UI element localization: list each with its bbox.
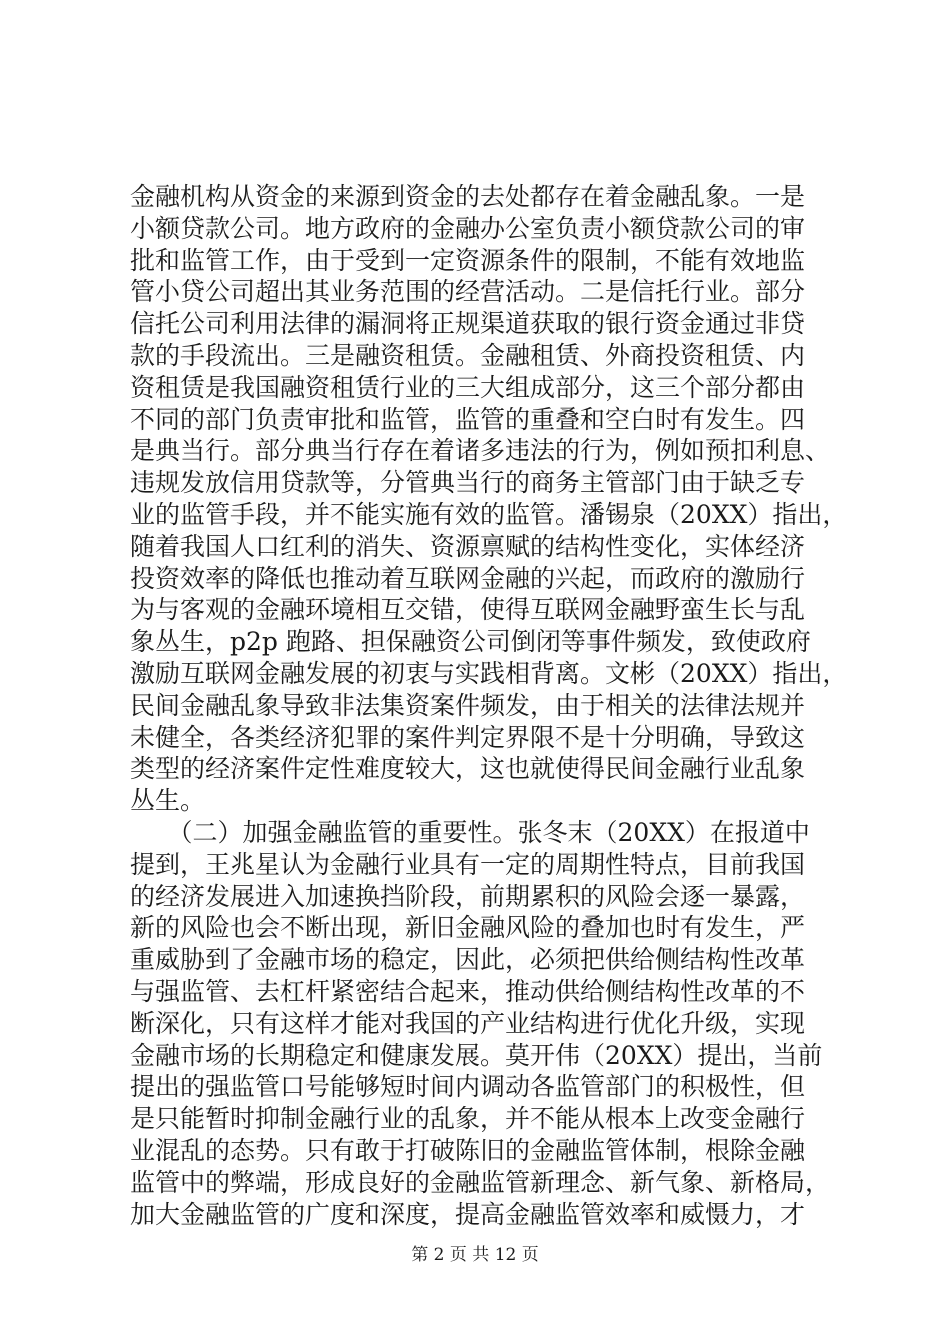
text-line: 金融市场的长期稳定和健康发展。莫开伟（20XX）提出，当前 [130,1040,823,1070]
text-line: 管小贷公司超出其业务范围的经营活动。二是信托行业。部分 [130,277,806,307]
text-line: 业混乱的态势。只有敢于打破陈旧的金融监管体制，根除金融 [130,1135,806,1165]
text-line: （二）加强金融监管的重要性。张冬末（20XX）在报道中 [130,817,810,847]
text-line: 随着我国人口红利的消失、资源禀赋的结构性变化，实体经济 [130,531,806,561]
page-footer [0,1240,950,1265]
text-line: 新的风险也会不断出现，新旧金融风险的叠加也时有发生，严 [130,913,806,943]
text-line: 金融机构从资金的来源到资金的去处都存在着金融乱象。一是 [130,182,806,211]
text-line: 提出的强监管口号能够短时间内调动各监管部门的积极性，但 [130,1072,806,1102]
text-line: 丛生。 [130,786,206,816]
text-line: 民间金融乱象导致非法集资案件频发，由于相关的法律法规并 [130,690,806,720]
text-line: 类型的经济案件定性难度较大，这也就使得民间金融行业乱象 [130,754,806,784]
text-line: 加大金融监管的广度和深度，提高金融监管效率和威慑力，才 [130,1199,806,1229]
text-line: 是只能暂时抑制金融行业的乱象，并不能从根本上改变金融行 [130,1104,806,1134]
text-line: 资租赁是我国融资租赁行业的三大组成部分，这三个部分都由 [130,372,806,402]
text-line: 为与客观的金融环境相互交错，使得互联网金融野蛮生长与乱 [130,595,806,625]
page-number: 第 2 页 共 12 页 [411,1245,539,1265]
text-line: 提到，王兆星认为金融行业具有一定的周期性特点，目前我国 [130,849,806,879]
text-line: 未健全，各类经济犯罪的案件判定界限不是十分明确，导致这 [130,722,806,752]
text-line: 重威胁到了金融市场的稳定，因此，必须把供给侧结构性改革 [130,945,806,975]
text-line: 是典当行。部分典当行存在着诸多违法的行为，例如预扣利息、 [130,436,831,466]
text-line: 款的手段流出。三是融资租赁。金融租赁、外商投资租赁、内 [130,340,806,370]
body-text [130,181,848,1230]
text-line: 不同的部门负责审批和监管，监管的重叠和空白时有发生。四 [130,404,806,434]
text-line: 信托公司利用法律的漏洞将正规渠道获取的银行资金通过非贷 [130,309,806,339]
text-line: 监管中的弊端，形成良好的金融监管新理念、新气象、新格局， [130,1167,831,1197]
text-line: 业的监管手段，并不能实施有效的监管。潘锡泉（20XX）指出， [130,499,848,529]
text-line: 象丛生，p2p 跑路、担保融资公司倒闭等事件频发，致使政府 [130,627,811,657]
text-line: 的经济发展进入加速换挡阶段，前期累积的风险会逐一暴露， [130,881,806,911]
text-line: 断深化，只有这样才能对我国的产业结构进行优化升级，实现 [130,1008,806,1038]
text-line: 投资效率的降低也推动着互联网金融的兴起，而政府的激励行 [130,563,806,593]
text-line: 与强监管、去杠杆紧密结合起来，推动供给侧结构性改革的不 [130,976,806,1006]
text-line: 小额贷款公司。地方政府的金融办公室负责小额贷款公司的审 [130,213,806,243]
text-line: 违规发放信用贷款等，分管典当行的商务主管部门由于缺乏专 [130,468,806,498]
text-line: 激励互联网金融发展的初衷与实践相背离。文彬（20XX）指出， [130,658,848,688]
text-line: 批和监管工作，由于受到一定资源条件的限制，不能有效地监 [130,245,806,275]
